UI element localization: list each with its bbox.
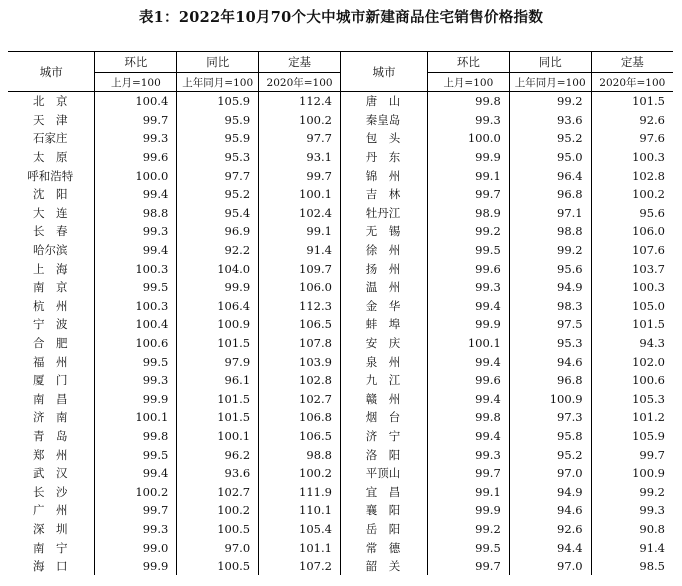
- header-base-sub-left: 2020年=100: [259, 73, 341, 92]
- left-mom-cell: 99.3: [95, 222, 177, 241]
- right-city-cell: 锦 州: [340, 166, 427, 185]
- right-city-cell: 平顶山: [340, 464, 427, 483]
- left-yoy-cell: 97.7: [177, 166, 259, 185]
- table-row: [8, 352, 673, 371]
- left-yoy-cell: 100.9: [177, 315, 259, 334]
- left-mom-cell: 99.7: [95, 501, 177, 520]
- left-mom-cell: 99.4: [95, 241, 177, 260]
- left-city-cell: 海 口: [32, 559, 68, 574]
- left-city-cell: 哈尔滨: [32, 243, 68, 258]
- right-yoy-cell: 92.6: [509, 520, 591, 539]
- left-base-cell: 101.1: [259, 538, 341, 557]
- right-city-cell: 徐 州: [340, 241, 427, 260]
- right-base-cell: 105.3: [591, 390, 673, 409]
- left-base-cell: 103.9: [259, 352, 341, 371]
- table-row: [8, 241, 673, 260]
- left-yoy-cell: 101.5: [177, 408, 259, 427]
- right-yoy-cell: 97.1: [509, 204, 591, 223]
- table-row: [8, 259, 673, 278]
- left-city-cell: 天 津: [32, 112, 68, 127]
- table-row: [8, 445, 673, 464]
- left-base-cell: 112.3: [259, 297, 341, 316]
- right-mom-cell: 99.4: [427, 390, 509, 409]
- left-mom-cell: 100.4: [95, 92, 177, 111]
- right-mom-cell: 99.3: [427, 445, 509, 464]
- left-mom-cell: 100.3: [95, 259, 177, 278]
- right-city-cell: 吉 林: [340, 185, 427, 204]
- right-yoy-cell: 94.6: [509, 501, 591, 520]
- right-yoy-cell: 97.3: [509, 408, 591, 427]
- right-mom-cell: 99.1: [427, 482, 509, 501]
- left-mom-cell: 100.0: [95, 166, 177, 185]
- right-city-cell: 蚌 埠: [340, 315, 427, 334]
- right-base-cell: 97.6: [591, 129, 673, 148]
- right-mom-cell: 99.2: [427, 520, 509, 539]
- header-mom-right: 环比: [427, 52, 509, 73]
- table-row: [8, 204, 673, 223]
- right-mom-cell: 99.4: [427, 297, 509, 316]
- table-row: [8, 408, 673, 427]
- left-mom-cell: 99.4: [95, 464, 177, 483]
- right-city-cell: 岳 阳: [340, 520, 427, 539]
- left-city-cell: 济 南: [32, 410, 68, 425]
- right-mom-cell: 98.9: [427, 204, 509, 223]
- left-yoy-cell: 100.5: [177, 557, 259, 576]
- right-base-cell: 100.6: [591, 371, 673, 390]
- table-row: [8, 111, 673, 130]
- left-base-cell: 110.1: [259, 501, 341, 520]
- left-yoy-cell: 105.9: [177, 92, 259, 111]
- right-mom-cell: 99.9: [427, 148, 509, 167]
- table-row: [8, 315, 673, 334]
- right-yoy-cell: 95.0: [509, 148, 591, 167]
- right-city-cell: 金 华: [340, 297, 427, 316]
- right-yoy-cell: 98.3: [509, 297, 591, 316]
- left-base-cell: 106.0: [259, 278, 341, 297]
- right-yoy-cell: 94.4: [509, 538, 591, 557]
- table-row: [8, 520, 673, 539]
- left-yoy-cell: 93.6: [177, 464, 259, 483]
- header-base-sub-right: 2020年=100: [591, 73, 673, 92]
- left-yoy-cell: 96.2: [177, 445, 259, 464]
- right-mom-cell: 99.3: [427, 111, 509, 130]
- left-yoy-cell: 101.5: [177, 334, 259, 353]
- left-yoy-cell: 96.1: [177, 371, 259, 390]
- table-row: [8, 129, 673, 148]
- right-city-cell: 洛 阳: [340, 445, 427, 464]
- left-mom-cell: 100.3: [95, 297, 177, 316]
- left-mom-cell: 100.1: [95, 408, 177, 427]
- right-yoy-cell: 95.2: [509, 129, 591, 148]
- right-mom-cell: 99.7: [427, 557, 509, 576]
- header-yoy-left: 同比: [177, 52, 259, 73]
- left-base-cell: 97.7: [259, 129, 341, 148]
- header-mom-sub-right: 上月=100: [427, 73, 509, 92]
- left-city-cell: 杭 州: [32, 298, 68, 313]
- left-city-cell: 福 州: [32, 354, 68, 369]
- right-base-cell: 105.0: [591, 297, 673, 316]
- right-city-cell: 安 庆: [340, 334, 427, 353]
- left-yoy-cell: 99.9: [177, 278, 259, 297]
- left-base-cell: 107.2: [259, 557, 341, 576]
- right-city-cell: 包 头: [340, 129, 427, 148]
- right-base-cell: 102.8: [591, 166, 673, 185]
- left-base-cell: 93.1: [259, 148, 341, 167]
- left-mom-cell: 99.7: [95, 111, 177, 130]
- table-row: [8, 482, 673, 501]
- right-base-cell: 107.6: [591, 241, 673, 260]
- right-base-cell: 100.9: [591, 464, 673, 483]
- left-base-cell: 109.7: [259, 259, 341, 278]
- left-yoy-cell: 96.9: [177, 222, 259, 241]
- left-yoy-cell: 101.5: [177, 390, 259, 409]
- right-mom-cell: 99.6: [427, 259, 509, 278]
- left-mom-cell: 100.2: [95, 482, 177, 501]
- right-base-cell: 92.6: [591, 111, 673, 130]
- right-mom-cell: 99.7: [427, 464, 509, 483]
- left-city-cell: 郑 州: [32, 447, 68, 462]
- left-yoy-cell: 95.2: [177, 185, 259, 204]
- right-yoy-cell: 96.4: [509, 166, 591, 185]
- right-city-cell: 济 宁: [340, 427, 427, 446]
- right-base-cell: 94.3: [591, 334, 673, 353]
- left-yoy-cell: 95.9: [177, 111, 259, 130]
- left-city-cell: 上 海: [32, 261, 68, 276]
- left-yoy-cell: 104.0: [177, 259, 259, 278]
- left-base-cell: 106.8: [259, 408, 341, 427]
- table-row: [8, 185, 673, 204]
- left-mom-cell: 100.6: [95, 334, 177, 353]
- right-base-cell: 99.3: [591, 501, 673, 520]
- table-row: [8, 427, 673, 446]
- header-base-left: 定基: [259, 52, 341, 73]
- header-yoy-right: 同比: [509, 52, 591, 73]
- right-mom-cell: 99.5: [427, 241, 509, 260]
- right-yoy-cell: 95.2: [509, 445, 591, 464]
- right-city-cell: 赣 州: [340, 390, 427, 409]
- right-city-cell: 牡丹江: [340, 204, 427, 223]
- table-row: [8, 278, 673, 297]
- left-base-cell: 100.1: [259, 185, 341, 204]
- right-base-cell: 101.5: [591, 315, 673, 334]
- left-city-cell: 厦 门: [32, 373, 68, 388]
- right-base-cell: 99.2: [591, 482, 673, 501]
- table-row: [8, 148, 673, 167]
- header-city-right: 城市: [340, 52, 427, 92]
- left-base-cell: 111.9: [259, 482, 341, 501]
- header-yoy-sub-left: 上年同月=100: [177, 73, 259, 92]
- right-base-cell: 103.7: [591, 259, 673, 278]
- header-mom-left: 环比: [95, 52, 177, 73]
- right-base-cell: 98.5: [591, 557, 673, 576]
- right-base-cell: 100.2: [591, 185, 673, 204]
- table-row: [8, 557, 673, 576]
- left-city-cell: 宁 波: [32, 317, 68, 332]
- right-yoy-cell: 96.8: [509, 185, 591, 204]
- left-yoy-cell: 95.9: [177, 129, 259, 148]
- table-row: [8, 166, 673, 185]
- left-mom-cell: 99.0: [95, 538, 177, 557]
- right-mom-cell: 99.4: [427, 352, 509, 371]
- left-mom-cell: 99.5: [95, 445, 177, 464]
- right-mom-cell: 99.8: [427, 408, 509, 427]
- right-base-cell: 101.5: [591, 92, 673, 111]
- left-city-cell: 大 连: [32, 205, 68, 220]
- right-base-cell: 101.2: [591, 408, 673, 427]
- left-base-cell: 99.7: [259, 166, 341, 185]
- right-yoy-cell: 99.2: [509, 241, 591, 260]
- left-mom-cell: 99.4: [95, 185, 177, 204]
- right-city-cell: 温 州: [340, 278, 427, 297]
- left-mom-cell: 99.9: [95, 557, 177, 576]
- right-yoy-cell: 96.8: [509, 371, 591, 390]
- right-mom-cell: 99.9: [427, 315, 509, 334]
- right-yoy-cell: 97.0: [509, 557, 591, 576]
- left-yoy-cell: 100.2: [177, 501, 259, 520]
- right-mom-cell: 99.7: [427, 185, 509, 204]
- left-city-cell: 长 春: [32, 224, 68, 239]
- left-yoy-cell: 92.2: [177, 241, 259, 260]
- left-city-cell: 合 肥: [32, 336, 68, 351]
- right-base-cell: 95.6: [591, 204, 673, 223]
- left-mom-cell: 99.8: [95, 427, 177, 446]
- right-city-cell: 秦皇岛: [340, 111, 427, 130]
- right-mom-cell: 99.8: [427, 92, 509, 111]
- table-row: [8, 501, 673, 520]
- right-base-cell: 91.4: [591, 538, 673, 557]
- left-mom-cell: 99.3: [95, 129, 177, 148]
- left-mom-cell: 98.8: [95, 204, 177, 223]
- right-city-cell: 丹 东: [340, 148, 427, 167]
- left-city-cell: 长 沙: [32, 484, 68, 499]
- right-yoy-cell: 94.9: [509, 482, 591, 501]
- right-city-cell: 烟 台: [340, 408, 427, 427]
- right-yoy-cell: 93.6: [509, 111, 591, 130]
- right-yoy-cell: 95.6: [509, 259, 591, 278]
- right-mom-cell: 99.5: [427, 538, 509, 557]
- table-header: [8, 52, 673, 92]
- left-city-cell: 南 宁: [32, 540, 68, 555]
- left-city-cell: 呼和浩特: [27, 168, 74, 183]
- right-mom-cell: 99.3: [427, 278, 509, 297]
- right-mom-cell: 99.9: [427, 501, 509, 520]
- left-base-cell: 106.5: [259, 427, 341, 446]
- left-city-cell: 沈 阳: [32, 187, 68, 202]
- right-city-cell: 宜 昌: [340, 482, 427, 501]
- left-base-cell: 98.8: [259, 445, 341, 464]
- table-row: [8, 334, 673, 353]
- left-base-cell: 99.1: [259, 222, 341, 241]
- right-yoy-cell: 98.8: [509, 222, 591, 241]
- header-yoy-sub-right: 上年同月=100: [509, 73, 591, 92]
- right-yoy-cell: 99.2: [509, 92, 591, 111]
- left-yoy-cell: 106.4: [177, 297, 259, 316]
- left-mom-cell: 99.6: [95, 148, 177, 167]
- right-mom-cell: 99.6: [427, 371, 509, 390]
- left-base-cell: 107.8: [259, 334, 341, 353]
- left-yoy-cell: 95.4: [177, 204, 259, 223]
- left-base-cell: 105.4: [259, 520, 341, 539]
- right-base-cell: 90.8: [591, 520, 673, 539]
- table-row: [8, 464, 673, 483]
- left-city-cell: 太 原: [32, 150, 68, 165]
- header-city-left: 城市: [8, 52, 95, 92]
- right-city-cell: 襄 阳: [340, 501, 427, 520]
- right-yoy-cell: 95.8: [509, 427, 591, 446]
- price-index-table: [8, 51, 673, 575]
- right-base-cell: 106.0: [591, 222, 673, 241]
- right-mom-cell: 99.2: [427, 222, 509, 241]
- right-mom-cell: 99.4: [427, 427, 509, 446]
- right-city-cell: 扬 州: [340, 259, 427, 278]
- left-yoy-cell: 95.3: [177, 148, 259, 167]
- right-city-cell: 韶 关: [340, 557, 427, 576]
- left-base-cell: 102.4: [259, 204, 341, 223]
- right-city-cell: 唐 山: [340, 92, 427, 111]
- left-base-cell: 106.5: [259, 315, 341, 334]
- table-row: [8, 538, 673, 557]
- table-row: [8, 390, 673, 409]
- left-mom-cell: 99.3: [95, 520, 177, 539]
- right-yoy-cell: 97.5: [509, 315, 591, 334]
- left-city-cell: 石家庄: [32, 131, 68, 146]
- left-mom-cell: 99.3: [95, 371, 177, 390]
- left-city-cell: 北 京: [32, 94, 68, 109]
- left-base-cell: 91.4: [259, 241, 341, 260]
- table-row: [8, 92, 673, 111]
- right-city-cell: 九 江: [340, 371, 427, 390]
- left-mom-cell: 99.9: [95, 390, 177, 409]
- left-mom-cell: 99.5: [95, 278, 177, 297]
- right-base-cell: 100.3: [591, 278, 673, 297]
- right-base-cell: 105.9: [591, 427, 673, 446]
- header-mom-sub-left: 上月=100: [95, 73, 177, 92]
- left-base-cell: 112.4: [259, 92, 341, 111]
- right-mom-cell: 100.0: [427, 129, 509, 148]
- table-row: [8, 371, 673, 390]
- left-city-cell: 广 州: [32, 503, 68, 518]
- left-mom-cell: 99.5: [95, 352, 177, 371]
- table-row: [8, 222, 673, 241]
- right-yoy-cell: 94.6: [509, 352, 591, 371]
- table-title: 表1：2022年10月70个大中城市新建商品住宅销售价格指数: [138, 9, 544, 26]
- right-yoy-cell: 97.0: [509, 464, 591, 483]
- right-city-cell: 泉 州: [340, 352, 427, 371]
- left-mom-cell: 100.4: [95, 315, 177, 334]
- left-base-cell: 100.2: [259, 111, 341, 130]
- left-city-cell: 青 岛: [32, 428, 68, 443]
- left-base-cell: 102.8: [259, 371, 341, 390]
- left-base-cell: 102.7: [259, 390, 341, 409]
- left-yoy-cell: 100.1: [177, 427, 259, 446]
- left-yoy-cell: 97.0: [177, 538, 259, 557]
- right-base-cell: 102.0: [591, 352, 673, 371]
- right-mom-cell: 99.1: [427, 166, 509, 185]
- left-yoy-cell: 97.9: [177, 352, 259, 371]
- table-row: [8, 297, 673, 316]
- right-yoy-cell: 100.9: [509, 390, 591, 409]
- right-base-cell: 99.7: [591, 445, 673, 464]
- left-base-cell: 100.2: [259, 464, 341, 483]
- table-body: [8, 92, 673, 576]
- left-city-cell: 南 昌: [32, 391, 68, 406]
- right-yoy-cell: 95.3: [509, 334, 591, 353]
- right-base-cell: 100.3: [591, 148, 673, 167]
- left-yoy-cell: 100.5: [177, 520, 259, 539]
- right-yoy-cell: 94.9: [509, 278, 591, 297]
- left-city-cell: 南 京: [32, 280, 68, 295]
- right-city-cell: 无 锡: [340, 222, 427, 241]
- header-base-right: 定基: [591, 52, 673, 73]
- left-city-cell: 武 汉: [32, 466, 68, 481]
- right-city-cell: 常 德: [340, 538, 427, 557]
- right-mom-cell: 100.1: [427, 334, 509, 353]
- left-yoy-cell: 102.7: [177, 482, 259, 501]
- left-city-cell: 深 圳: [32, 521, 68, 536]
